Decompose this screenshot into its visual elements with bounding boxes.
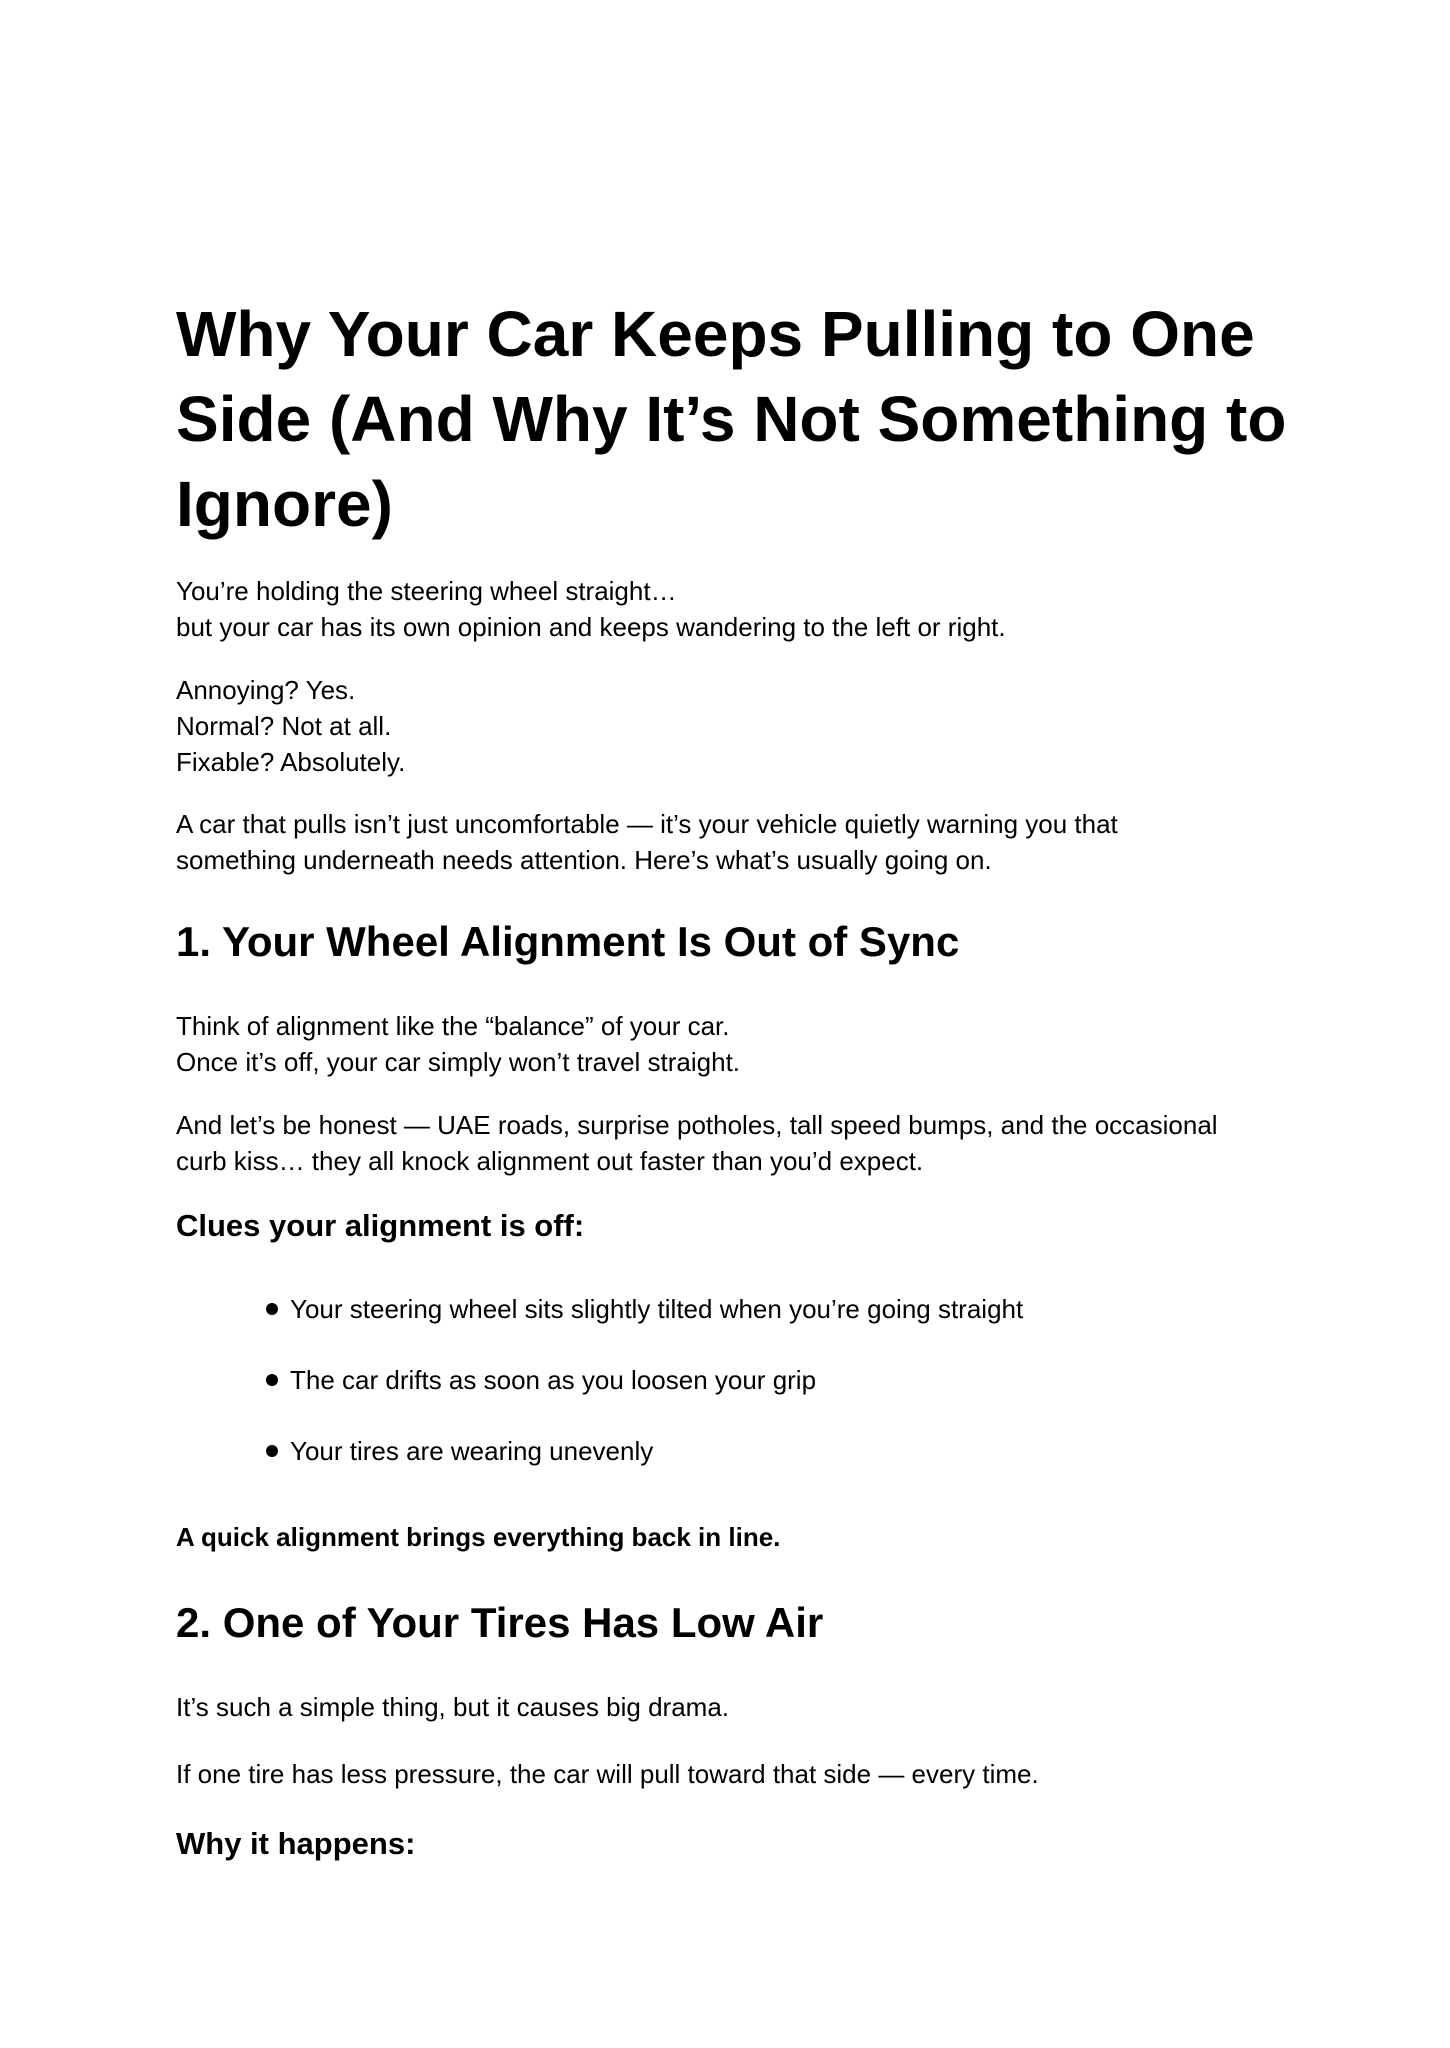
section-2-paragraph-2: If one tire has less pressure, the car will pull toward that side — every time. bbox=[176, 1759, 1039, 1789]
section-1-paragraph-2: And let’s be honest — UAE roads, surprise potholes, tall speed bumps, and the occasional curb kiss… they all knock alignment out faster than you’d expect. bbox=[176, 1110, 1218, 1176]
bullet-icon bbox=[266, 1374, 278, 1386]
section-2-paragraph-1: It’s such a simple thing, but it causes big drama. bbox=[176, 1692, 730, 1722]
page-title: Why Your Car Keeps Pulling to One Side (And Why It’s Not Something to Ignore) bbox=[176, 298, 1287, 540]
intro-paragraph-2: Annoying? Yes. Normal? Not at all. Fixable? Absolutely. bbox=[176, 675, 406, 777]
list-item-text: The car drifts as soon as you loosen your grip bbox=[290, 1365, 817, 1395]
section-1-paragraph-1: Think of alignment like the “balance” of your car. Once it’s off, your car simply won’t travel straight. bbox=[176, 1011, 741, 1077]
bullet-icon bbox=[266, 1445, 278, 1457]
list-item bbox=[264, 1362, 1023, 1398]
list-item bbox=[264, 1291, 1023, 1327]
section-2-heading: 2. One of Your Tires Has Low Air bbox=[176, 1599, 824, 1646]
list-item-text: Your tires are wearing unevenly bbox=[290, 1436, 654, 1466]
section-2-subheading: Why it happens: bbox=[176, 1826, 416, 1861]
list-item-text: Your steering wheel sits slightly tilted when you’re going straight bbox=[290, 1294, 1024, 1324]
section-1-subheading: Clues your alignment is off: bbox=[176, 1208, 585, 1243]
alignment-clues-list bbox=[264, 1291, 1023, 1504]
section-1-closing: A quick alignment brings everything back in line. bbox=[176, 1522, 781, 1552]
section-1-heading: 1. Your Wheel Alignment Is Out of Sync bbox=[176, 918, 960, 965]
bullet-icon bbox=[266, 1303, 278, 1315]
intro-paragraph-3: A car that pulls isn’t just uncomfortable — it’s your vehicle quietly warning you that something underneath needs attention. Here’s what’s usually going on. bbox=[176, 809, 1118, 875]
list-item bbox=[264, 1433, 1023, 1469]
intro-paragraph-1: You’re holding the steering wheel straight… but your car has its own opinion and keeps wandering to the left or right. bbox=[176, 576, 1006, 642]
